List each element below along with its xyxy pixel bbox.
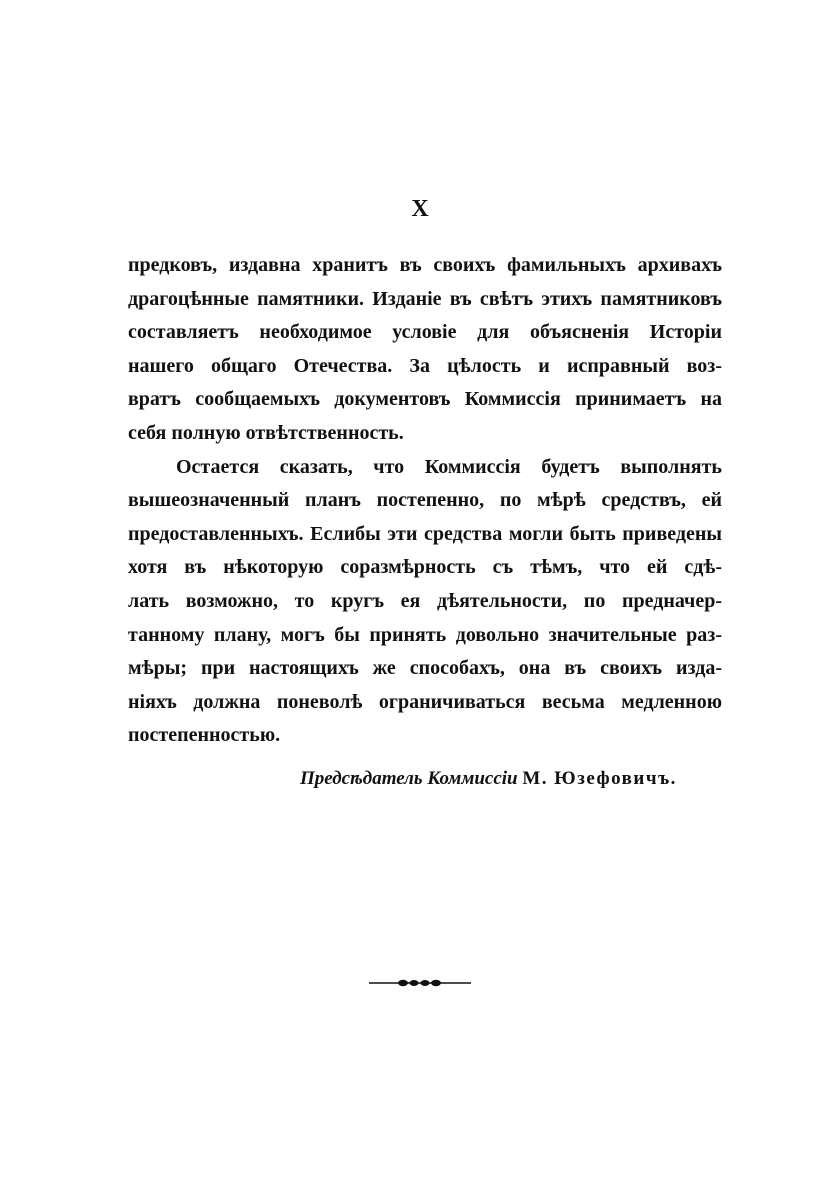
signature: [300, 768, 680, 790]
text-line: мѣры; при настоящихъ же способахъ, она въ своихъ изда-: [128, 657, 722, 680]
page-number: X: [411, 196, 429, 222]
text-line: хотя въ нѣкоторую соразмѣрность съ тѣмъ, что ей сдѣ-: [128, 556, 722, 579]
text-line: лать возможно, то кругъ ея дѣятельности, по предначер-: [128, 589, 722, 612]
text-line: танному плану, могъ бы принять довольно значительные раз-: [128, 623, 722, 646]
text-line: составляетъ необходимое условіе для объясненія Исторіи: [128, 321, 722, 344]
text-line: драгоцѣнные памятники. Изданіе въ свѣтъ этихъ памятниковъ: [128, 287, 722, 310]
text-line: ніяхъ должна поневолѣ ограничиваться весьма медленною: [128, 690, 722, 713]
signature-role: Предсѣдатель Коммиссіи: [300, 768, 518, 789]
text-line: предковъ, издавна хранитъ въ своихъ фамильныхъ архивахъ: [128, 254, 722, 276]
signature-name: М. Юзефовичъ.: [522, 768, 677, 789]
text-line: нашего общаго Отечества. За цѣлость и исправный воз-: [128, 354, 722, 377]
text-line: вратъ сообщаемыхъ документовъ Коммиссія принимаетъ на: [128, 388, 722, 411]
text-line: Остается сказать, что Коммиссія будетъ выполнять: [176, 455, 722, 478]
ornament-rule: [367, 973, 473, 993]
text-line: постепенностью.: [128, 724, 281, 747]
text-line: предоставленныхъ. Еслибы эти средства могли быть приведены: [128, 522, 722, 545]
text-line: себя полную отвѣтственность.: [128, 421, 404, 444]
text-line: вышеозначенный планъ постепенно, по мѣрѣ средствъ, ей: [128, 489, 722, 512]
body-text: [128, 249, 722, 753]
